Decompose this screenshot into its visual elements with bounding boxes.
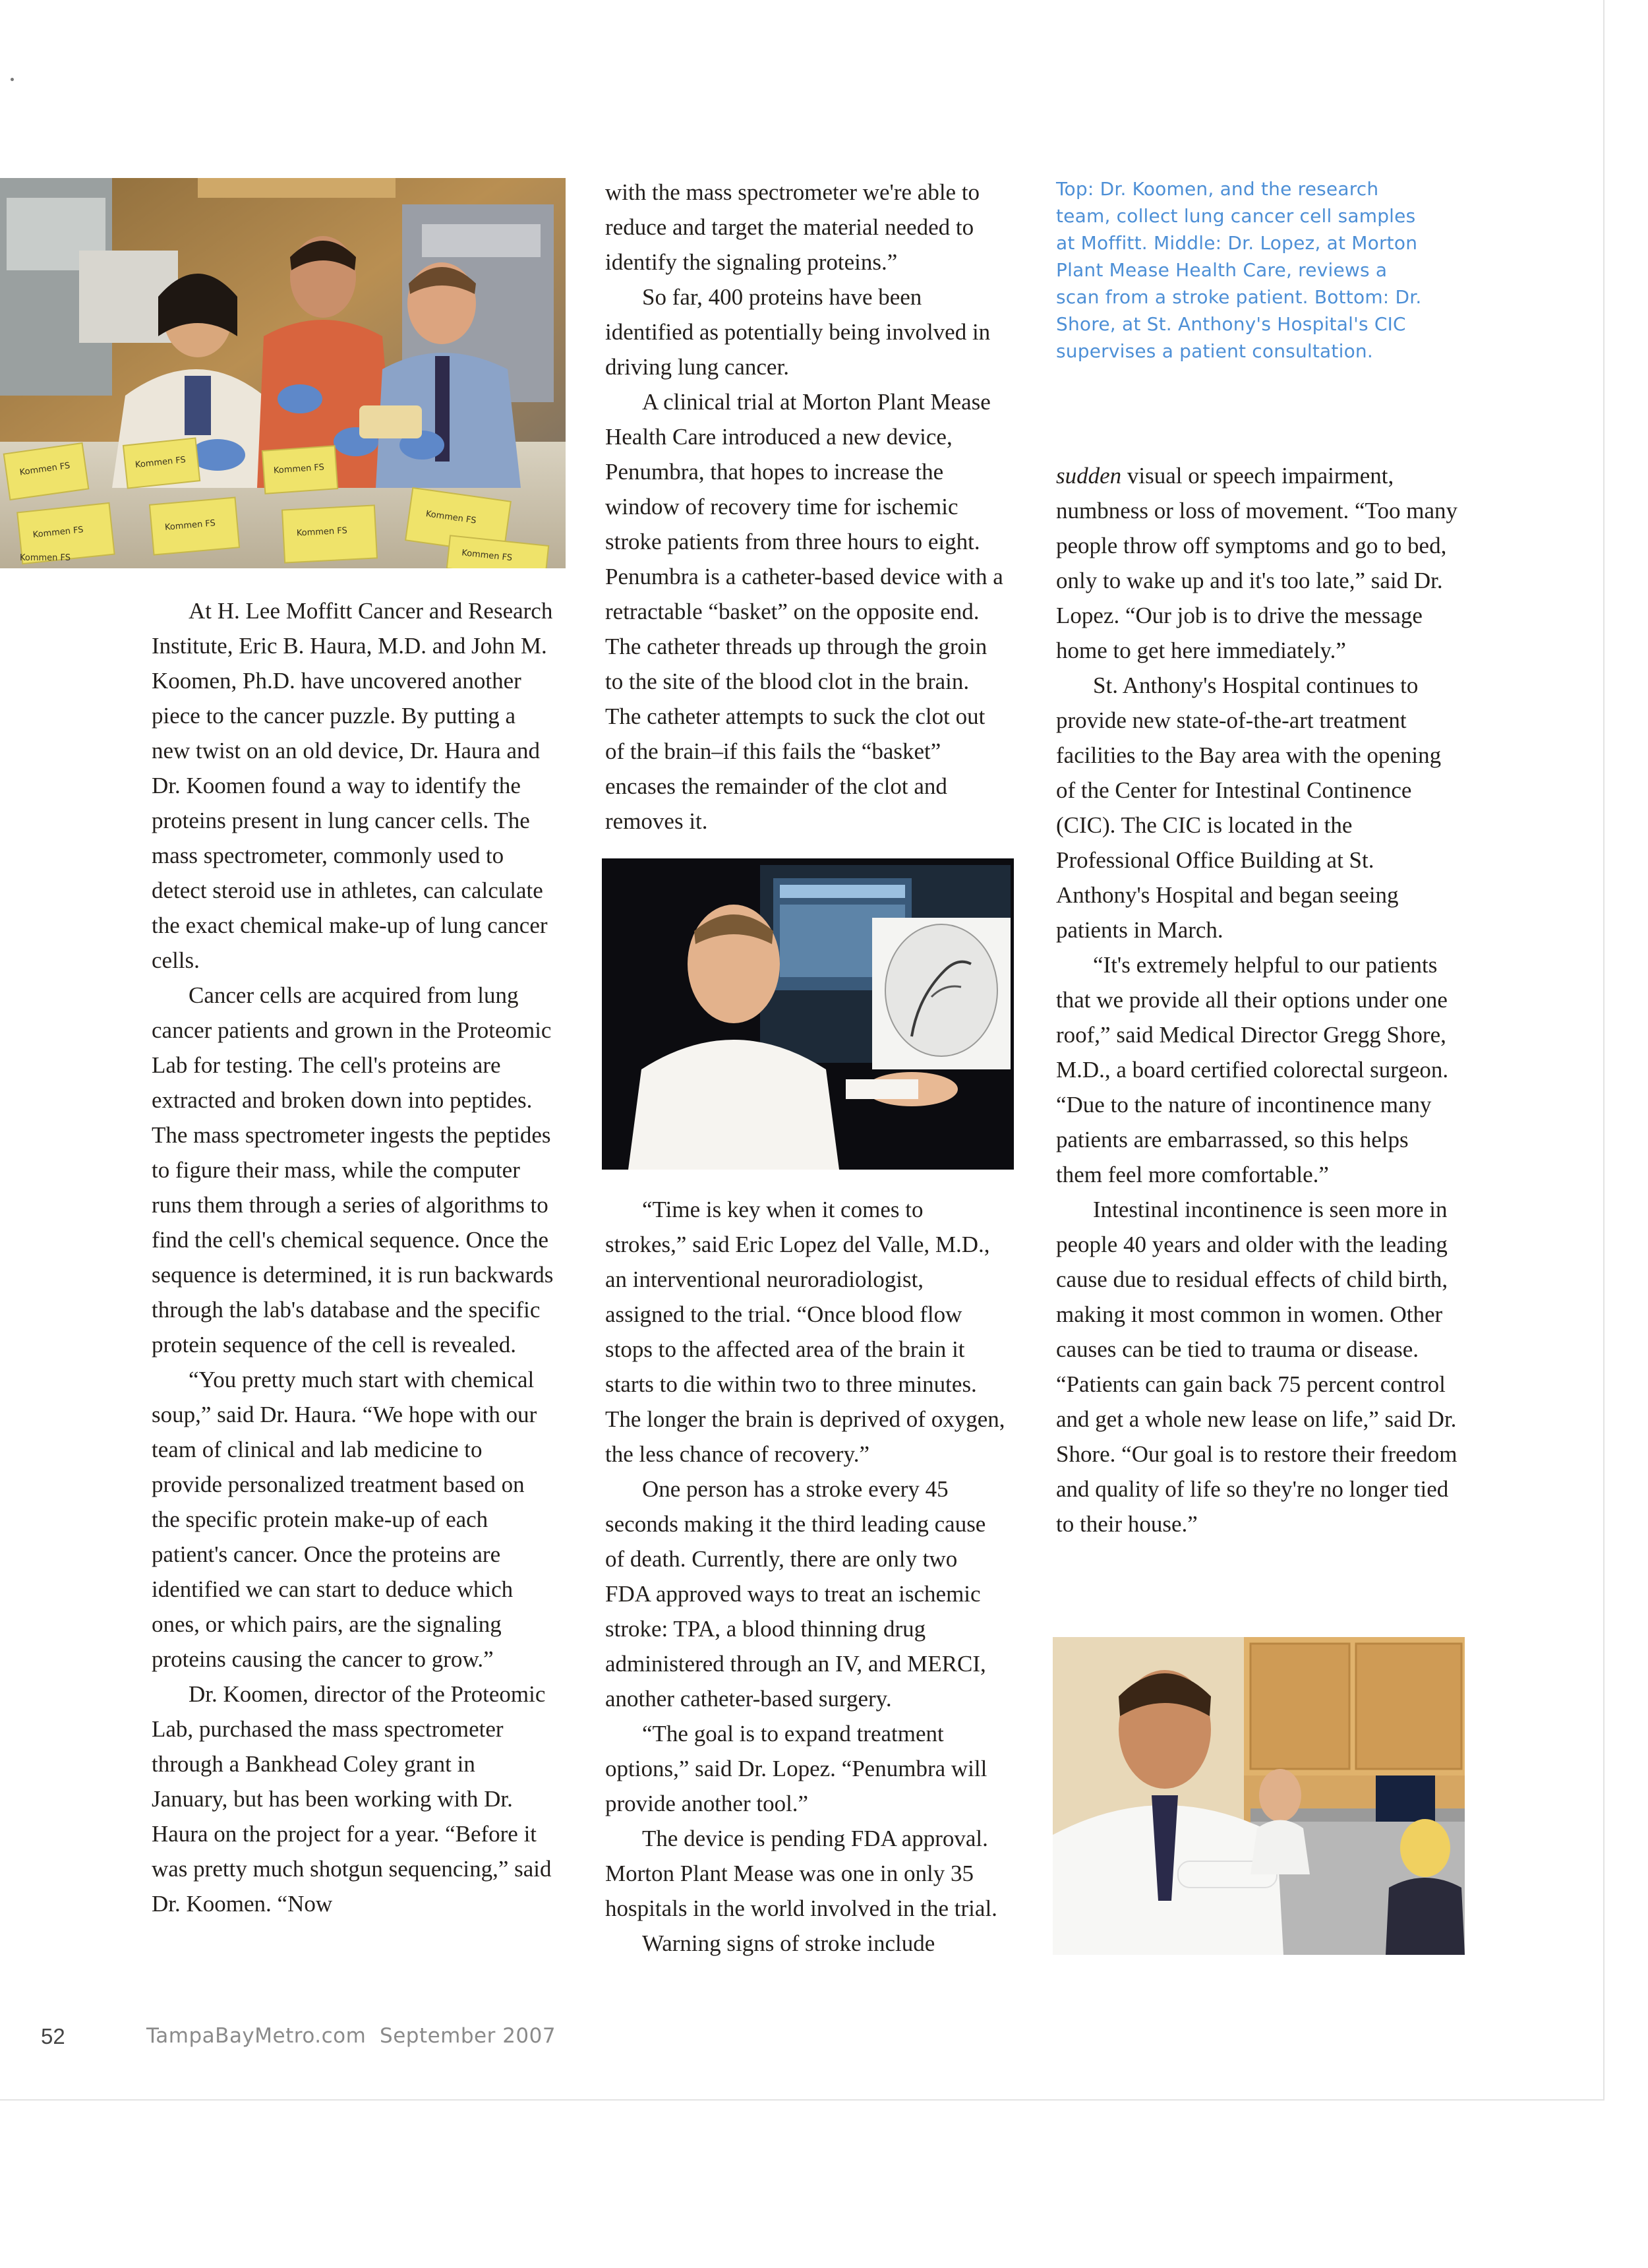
paragraph: St. Anthony's Hospital continues to provide new state-of-the-art treatment facilities to the Bay area with the opening of the Center for Intestinal Continence (CIC). The CIC is located in the Professional Office Building at St. Anthony's Hospital and began seeing patients in March. (1056, 672, 1442, 943)
paragraph: “Time is key when it comes to strokes,” said Eric Lopez del Valle, M.D., an interventional neuroradiologist, assigned to the trial. “Once blood flow stops to the affected area of the brain it starts to die within two to three minutes. The longer the brain is deprived of oxygen, the less chance of recovery.” (605, 1197, 1005, 1467)
box-label: Kommen FS (32, 525, 84, 541)
paragraph: The device is pending FDA approval. Morton Plant Mease was one in only 35 hospitals in the world involved in the trial. (605, 1826, 997, 1921)
box-label: Kommen FS (461, 548, 513, 564)
paragraph: “You pretty much start with chemical soup,” said Dr. Haura. “We hope with our team of clinical and lab medicine to provide personalized treatment based on the specific protein make-up of each patient's cancer. Once the proteins are identified we can start to deduce which ones, or which pairs, are the signaling proteins causing the cancer to grow.” (152, 1367, 537, 1672)
paragraph: A clinical trial at Morton Plant Mease Health Care introduced a new device, Penumbra, that hopes to increase the window of recovery time for ischemic stroke patients from three hours to eight. Penumbra is a catheter-based device with a retractable “basket” on the opposite end. The catheter threads up through the groin to the site of the blood clot in the brain. The catheter attempts to suck the clot out of the brain–if this fails the “basket” encases the remainder of the clot and removes it. (605, 389, 1003, 834)
paragraph: At H. Lee Moffitt Cancer and Research Institute, Eric B. Haura, M.D. and John M. Koomen, Ph.D. have uncovered another piece to the cancer puzzle. By putting a new twist on an old device, Dr. Haura and Dr. Koomen found a way to identify the proteins present in lung cancer cells. The mass spectrometer, commonly used to detect steroid use in athletes, can calculate the exact chemical make-up of lung cancer cells. (152, 598, 553, 973)
paragraph: “It's extremely helpful to our patients that we provide all their options under one roof,” said Medical Director Gregg Shore, M.D., a board certified colorectal surgeon. “Due to the nature of incontinence many patients are embarrassed, so this helps them feel more comfortable.” (1056, 952, 1449, 1187)
paragraph: Dr. Koomen, director of the Proteomic Lab, purchased the mass spectrometer through a Bankhead Coley grant in January, but has been working with Dr. Haura on the project for a year. “Before it was pretty much shotgun sequencing,” said Dr. Koomen. “Now (152, 1681, 552, 1917)
paragraph: “The goal is to expand treatment options,” said Dr. Lopez. “Penumbra will provide another tool.” (605, 1721, 987, 1816)
box-label: Kommen FS (20, 553, 71, 563)
paragraph: with the mass spectrometer we're able to reduce and target the material needed to identify the signaling proteins.” (605, 179, 980, 275)
lab-team-illustration (0, 178, 566, 568)
photo-lab-team (0, 178, 566, 568)
paragraph (1056, 458, 1458, 668)
article-column-2-top (605, 175, 1007, 839)
box-label: Kommen FS (134, 455, 187, 471)
box-label: Kommen FS (164, 518, 216, 533)
article-column-3 (1056, 458, 1458, 1541)
scan-review-illustration (602, 858, 1014, 1170)
consultation-illustration (1053, 1637, 1465, 1955)
scan-speck (11, 78, 14, 81)
paragraph: So far, 400 proteins have been identified as potentially being involved in driving lung cancer. (605, 284, 991, 380)
photo-scan-review (602, 858, 1014, 1170)
italic-lead: sudden (1056, 463, 1122, 489)
paragraph-rest: visual or speech impairment, numbness or loss of movement. “Too many people throw off symptoms and go to bed, only to wake up and it's too late,” said Dr. Lopez. “Our job is to drive the message home to get here immediately.” (1056, 463, 1457, 663)
box-label: Kommen FS (273, 462, 325, 476)
photo-caption: Top: Dr. Koomen, and the research team, collect lung cancer cell samples at Moffitt. Middle: Dr. Lopez, at Morton Plant Mease Health Care, reviews a scan from a stroke patient. Bottom: Dr. Shore, at St. Anthony's Hospital's CIC supervises a patient consultation. (1056, 178, 1422, 362)
box-label: Kommen FS (18, 460, 71, 478)
paragraph: Cancer cells are acquired from lung cancer patients and grown in the Proteomic Lab for testing. The cell's proteins are extracted and broken down into peptides. The mass spectrometer ingests the peptides to figure their mass, while the computer runs them through a series of algorithms to find the cell's chemical sequence. Once the sequence is determined, it is run backwards through the lab's database and the specific protein sequence of the cell is revealed. (152, 982, 554, 1358)
article-column-2-bottom (605, 1192, 1007, 1961)
page-number: 52 (41, 2024, 65, 2048)
paragraph: Warning signs of stroke include (642, 1930, 935, 1956)
photo-patient-consultation (1053, 1637, 1465, 1955)
article-column-1 (152, 593, 554, 1921)
box-label: Kommen FS (425, 509, 477, 526)
paragraph: One person has a stroke every 45 seconds making it the third leading cause of death. Currently, there are only two FDA approved ways to treat an ischemic stroke: TPA, a blood thinning drug administered through an IV, and MERCI, another catheter-based surgery. (605, 1476, 986, 1712)
box-label: Kommen FS (296, 525, 348, 539)
paragraph: Intestinal incontinence is seen more in people 40 years and older with the leading cause due to residual effects of child birth, making it most common in women. Other causes can be tied to trauma or disease. “Patients can gain back 75 percent control and get a whole new lease on life,” said Dr. Shore. “Our goal is to restore their freedom and quality of life so they're no longer tied to their house.” (1056, 1197, 1457, 1537)
running-footer: TampaBayMetro.com September 2007 (146, 2024, 556, 2048)
